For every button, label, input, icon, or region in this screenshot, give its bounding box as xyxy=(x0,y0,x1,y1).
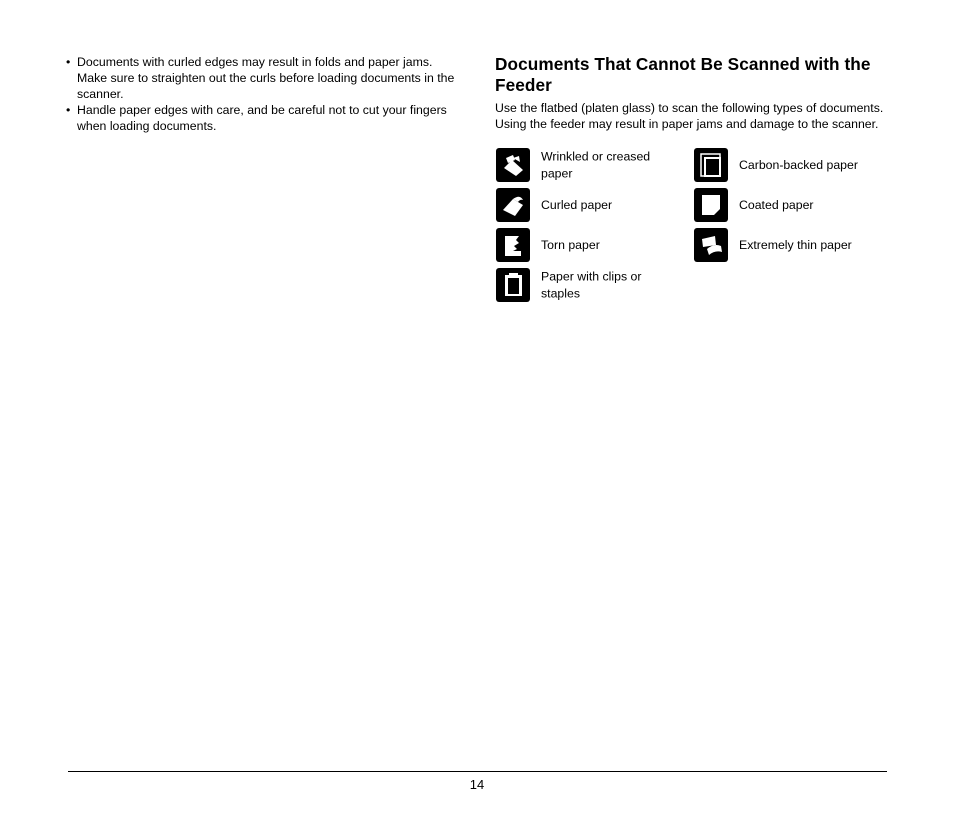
document-type-label: Torn paper xyxy=(541,237,600,252)
document-type-thin xyxy=(694,228,890,262)
document-type-label: Paper with clips or staples xyxy=(541,269,642,300)
footer-divider xyxy=(68,771,887,772)
document-type-label: Coated paper xyxy=(739,197,814,212)
torn-paper-icon xyxy=(496,228,530,262)
list-item xyxy=(66,102,461,134)
document-type-curled xyxy=(496,188,686,222)
document-type-torn xyxy=(496,228,686,262)
clipped-paper-icon xyxy=(496,268,530,302)
wrinkled-paper-icon xyxy=(496,148,530,182)
document-type-coated xyxy=(694,188,890,222)
section-heading: Documents That Cannot Be Scanned with the Feeder xyxy=(495,54,871,95)
right-column xyxy=(495,54,890,300)
coated-paper-icon xyxy=(694,188,728,222)
document-type-label: Carbon-backed paper xyxy=(739,157,858,172)
thin-paper-icon xyxy=(694,228,728,262)
document-type-label: Curled paper xyxy=(541,197,613,212)
bullet-icon: • xyxy=(66,103,71,117)
intro-paragraph: Use the flatbed (platen glass) to scan the following types of documents. Using the feeder may result in paper jams and damage to the scanner. xyxy=(495,101,884,131)
page-number: 14 xyxy=(469,777,485,792)
document-type-wrinkled xyxy=(496,148,686,182)
document-type-carbon-backed xyxy=(694,148,890,182)
left-column xyxy=(66,54,461,134)
curled-paper-icon xyxy=(496,188,530,222)
unsupported-document-types xyxy=(495,132,890,300)
list-item xyxy=(66,54,461,102)
bullet-text: Documents with curled edges may result in folds and paper jams. Make sure to straighten out the curls before loading documents in the scanner. xyxy=(77,55,455,101)
carbon-backed-paper-icon xyxy=(694,148,728,182)
handling-notes-list xyxy=(66,54,461,134)
document-type-label: Wrinkled or creased paper xyxy=(541,149,651,180)
bullet-text: Handle paper edges with care, and be careful not to cut your fingers when loading documents. xyxy=(77,103,447,133)
document-type-clips-staples xyxy=(496,268,686,302)
document-type-label: Extremely thin paper xyxy=(739,237,852,252)
bullet-icon: • xyxy=(66,55,71,69)
